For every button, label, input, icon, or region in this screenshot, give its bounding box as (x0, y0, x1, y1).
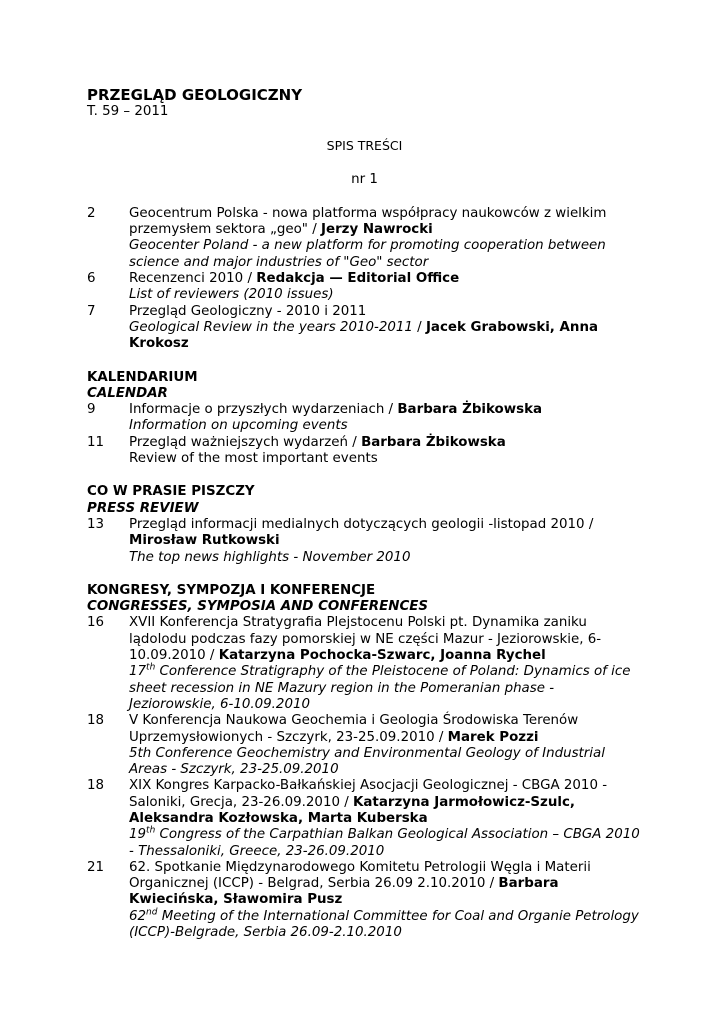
document-page (87, 86, 642, 941)
section-subtitle: CONGRESSES, SYMPOSIA AND CONFERENCES (87, 599, 429, 615)
entry-title-en: Review of the most important events (129, 451, 378, 467)
toc-entry (87, 402, 642, 435)
section-subtitle: PRESS REVIEW (87, 500, 199, 516)
entry-title-pl: XIX Kongres Karpacko-Bałkańskiej Asocjacji Geologicznej - CBGA 2010 - Saloniki, Grecja, 23-26.09.2010 / (129, 778, 608, 810)
ordinal-number: 17 (129, 664, 147, 680)
entry-body (129, 271, 642, 304)
page-number: 6 (87, 271, 96, 287)
page-number: 21 (87, 859, 105, 875)
entry-author: Jacek Grabowski, Anna Krokosz (129, 319, 599, 352)
press-section (87, 484, 642, 565)
toc-entry (87, 778, 642, 859)
entry-title-pl: Recenzenci 2010 / (129, 271, 257, 287)
section-title: CO W PRASIE PISZCZY (87, 484, 255, 500)
calendar-section (87, 370, 642, 468)
entry-body (129, 860, 642, 941)
ordinal-number: 62 (129, 908, 147, 924)
entry-body (129, 778, 642, 859)
entry-title-pl: Przegląd ważniejszych wydarzeń / (129, 434, 362, 450)
entry-body (129, 435, 642, 468)
entry-author: Marek Pozzi (447, 729, 539, 745)
intro-list (87, 206, 642, 353)
entry-title-pl: Geocentrum Polska - nowa platforma współpracy naukowców z wielkim przemysłem sektora „geo" / (129, 205, 607, 238)
entry-title-en (129, 909, 639, 940)
toc-entry (87, 206, 642, 271)
entry-author: Jerzy Nawrocki (321, 222, 433, 238)
page-number: 16 (87, 615, 105, 631)
entry-title-en (129, 827, 640, 858)
entry-author: Barbara Kwiecińska, Sławomira Pusz (129, 876, 559, 908)
entry-separator: / (412, 319, 426, 335)
entry-title-en (129, 664, 630, 712)
entry-author: Mirosław Rutkowski (129, 533, 280, 549)
toc-heading: SPIS TREŚCI (326, 138, 403, 154)
volume-label: T. 59 – 2011 (87, 104, 169, 119)
entry-body (129, 402, 642, 435)
entry-title-en: Information on upcoming events (129, 418, 348, 434)
entry-title-en-text: Conference Stratigraphy of the Pleistocene of Poland: Dynamics of ice sheet recession in NE Mazury region in the Pomeranian phase - Jeziorowskie, 6-10.09.2010 (129, 664, 631, 712)
entry-title-pl: XVII Konferencja Stratygrafia Plejstocenu Polski pt. Dynamika zaniku lądolodu podczas fazy pomorskiej w NE części Mazur - Jeziorowskie, 6-10.09.2010 / (129, 615, 602, 664)
ordinal-suffix: th (146, 825, 156, 836)
toc-entry (87, 271, 642, 304)
toc-entry (87, 713, 642, 778)
section-subtitle: CALENDAR (87, 385, 168, 401)
entry-author: Katarzyna Pochocka-Szwarc, Joanna Rychel (218, 648, 546, 664)
page-number: 18 (87, 778, 105, 794)
page-number: 7 (87, 303, 96, 319)
congresses-section (87, 583, 642, 942)
toc-entry (87, 517, 642, 566)
section-title: KALENDARIUM (87, 369, 198, 385)
entry-author: Katarzyna Jarmołowicz-Szulc, Aleksandra Kozłowska, Marta Kuberska (129, 794, 576, 826)
entry-author: Barbara Żbikowska (397, 402, 543, 418)
page-number: 11 (87, 434, 105, 450)
section-title: KONGRESY, SYMPOZJA I KONFERENCJE (87, 582, 376, 598)
toc-entry (87, 304, 642, 353)
entry-body (129, 713, 642, 778)
entry-title-pl: Przegląd informacji medialnych dotyczących geologii -listopad 2010 / (129, 516, 594, 532)
page-number: 9 (87, 402, 96, 418)
page-number: 2 (87, 205, 96, 221)
entry-title-en: Geocenter Poland - a new platform for promoting cooperation between science and major industries of "Geo" sector (129, 238, 606, 270)
entry-title-pl: 62. Spotkanie Międzynarodowego Komitetu Petrologii Węgla i Materii Organicznej (ICCP) - Belgrad, Serbia 26.09 2.10.2010 / (129, 859, 591, 892)
toc-entry (87, 860, 642, 941)
entry-title-en: Geological Review in the years 2010-2011 (129, 319, 413, 335)
issue-number: nr 1 (351, 171, 378, 187)
entry-body (129, 615, 642, 713)
entry-title-en-text: Congress of the Carpathian Balkan Geological Association – CBGA 2010 - Thessaloniki, Greece, 23-26.09.2010 (129, 827, 640, 859)
toc-entry (87, 435, 642, 468)
entry-body (129, 304, 642, 353)
entry-author: Redakcja — Editorial Office (256, 271, 460, 287)
entry-title-pl: Przegląd Geologiczny - 2010 i 2011 (129, 303, 367, 319)
ordinal-suffix: nd (146, 907, 158, 918)
entry-title-en-text: Meeting of the International Committee for Coal and Organie Petrology (ICCP)-Belgrade, Serbia 26.09-2.10.2010 (129, 908, 639, 941)
entry-body (129, 517, 642, 566)
ordinal-suffix: th (146, 662, 156, 673)
page-number: 13 (87, 516, 105, 532)
entry-title-en: 5th Conference Geochemistry and Environmental Geology of Industrial Areas - Szczyrk, 23-25.09.2010 (129, 745, 605, 778)
entry-title-en: List of reviewers (2010 issues) (129, 287, 334, 303)
ordinal-number: 19 (129, 827, 147, 843)
entry-title-pl: Informacje o przyszłych wydarzeniach / (129, 402, 398, 418)
page-number: 18 (87, 713, 105, 729)
journal-title: PRZEGLĄD GEOLOGICZNY (87, 86, 303, 104)
entry-title-pl: V Konferencja Naukowa Geochemia i Geologia Środowiska Terenów Uprzemysłowionych - Szczyrk, 23-25.09.2010 / (129, 713, 579, 745)
entry-author: Barbara Żbikowska (361, 434, 506, 450)
entry-body (129, 206, 642, 271)
entry-title-en: The top news highlights - November 2010 (129, 549, 411, 565)
toc-entry (87, 615, 642, 713)
